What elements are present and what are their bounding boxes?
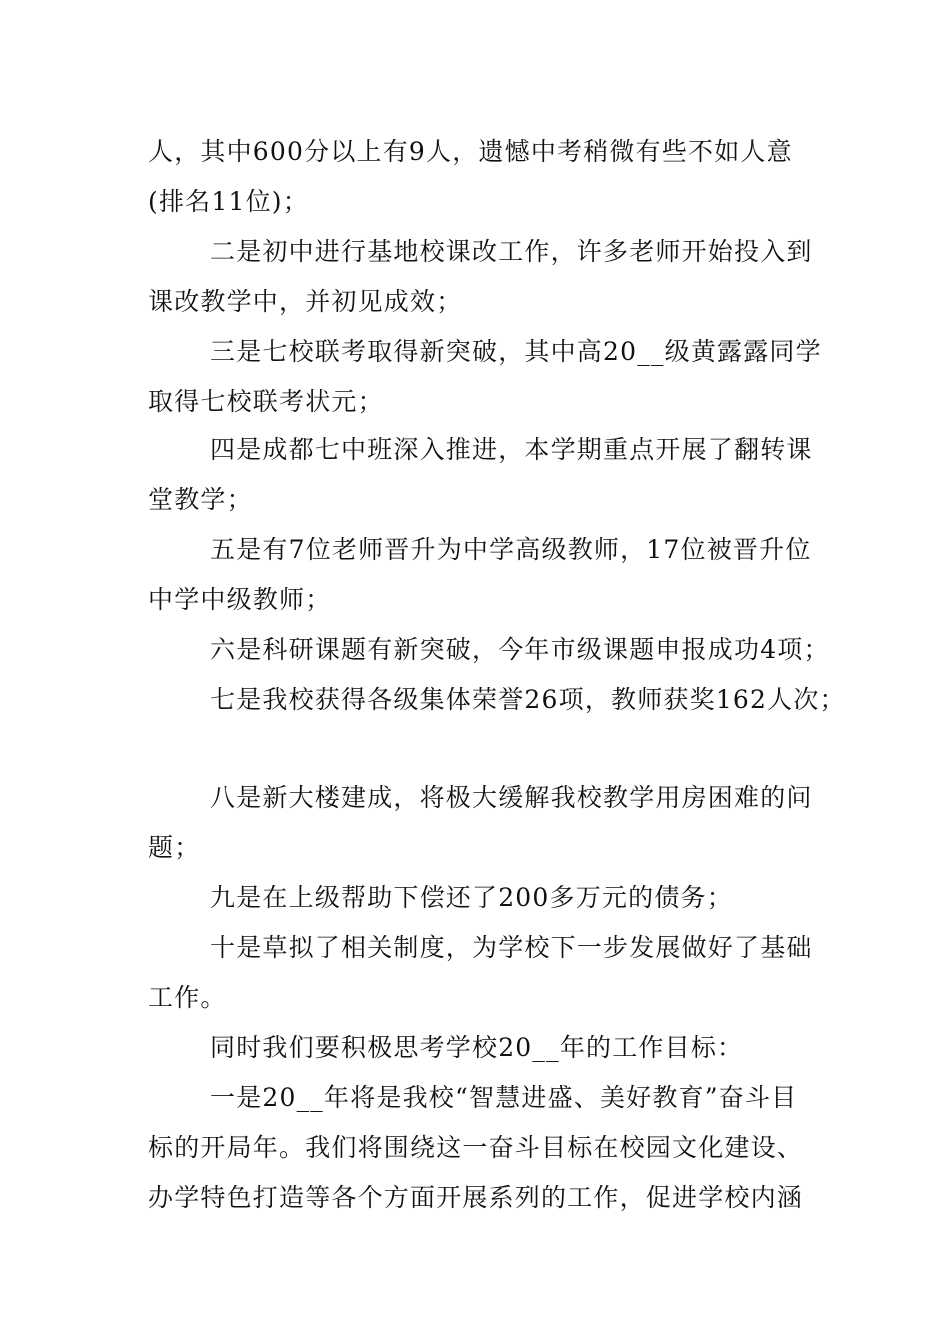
text-line: 五是有7位老师晋升为中学高级教师，17位被晋升位 <box>210 535 812 564</box>
text-line: 七是我校获得各级集体荣誉26项，教师获奖162人次； <box>210 685 846 714</box>
text-line: 三是七校联考取得新突破，其中高20__级黄露露同学 <box>210 337 822 366</box>
text-line: 八是新大楼建成，将极大缓解我校教学用房困难的问 <box>210 783 813 812</box>
text-line: 办学特色打造等各个方面开展系列的工作，促进学校内涵 <box>148 1183 804 1212</box>
text-line: 取得七校联考状元； <box>148 387 384 416</box>
text-line: 九是在上级帮助下偿还了200多万元的债务； <box>210 883 733 912</box>
text-line: 题； <box>148 833 201 862</box>
text-line: 标的开局年。我们将围绕这一奋斗目标在校园文化建设、 <box>148 1133 804 1162</box>
text-line: 十是草拟了相关制度，为学校下一步发展做好了基础 <box>210 933 813 962</box>
text-line: 课改教学中，并初见成效； <box>148 287 463 316</box>
text-line: 工作。 <box>148 983 227 1012</box>
text-line: 堂教学； <box>148 485 253 514</box>
text-line: 中学中级教师； <box>148 585 332 614</box>
text-line: (排名11位)； <box>148 187 309 216</box>
text-line: 六是科研课题有新突破，今年市级课题申报成功4项； <box>210 635 830 664</box>
text-line: 同时我们要积极思考学校20__年的工作目标： <box>210 1033 744 1062</box>
text-line: 人，其中600分以上有9人，遗憾中考稍微有些不如人意 <box>148 137 793 166</box>
text-line: 一是20__年将是我校“智慧进盛、美好教育”奋斗目 <box>210 1083 798 1112</box>
text-line: 二是初中进行基地校课改工作，许多老师开始投入到 <box>210 237 813 266</box>
text-line: 四是成都七中班深入推进，本学期重点开展了翻转课 <box>210 435 813 464</box>
